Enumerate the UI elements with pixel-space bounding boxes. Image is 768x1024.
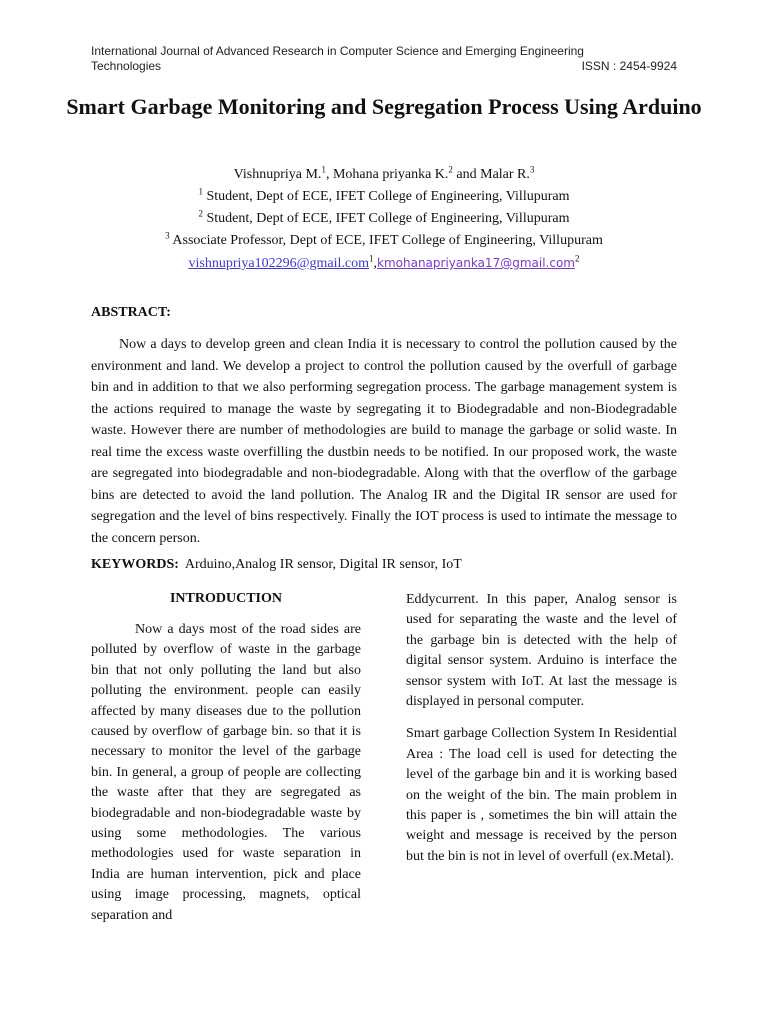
affiliation-1 — [60, 186, 708, 208]
affiliation-2-text: Student, Dept of ECE, IFET College of Engineering, Villupuram — [203, 211, 570, 226]
author-block — [60, 164, 708, 275]
author-separator-1: , — [325, 167, 333, 182]
right-paragraph-2: Smart garbage Collection System In Residential Area : The load cell is used for detecting the level of the garbage bin and it is working based on the weight of the bin. The main problem in this paper is , sometimes the bin will attain the weight and message is received by the person but the bin is not in level of overfull (ex.Metal). — [406, 726, 677, 864]
issn: ISSN : 2454-9924 — [581, 59, 677, 73]
author-1: Vishnupriya M. — [233, 167, 322, 182]
author-2: Mohana priyanka K. — [332, 167, 449, 182]
keywords-text: Arduino,Analog IR sensor, Digital IR sensor, IoT — [184, 557, 462, 572]
right-paragraph-1: Eddycurrent. In this paper, Analog sensor is used for separating the waste and the level of the garbage bin is detected with the help of digital sensor system. Arduino is interface the sensor system with IoT. At last the message is displayed in personal computer. — [406, 592, 677, 710]
author-3-sup: 3 — [529, 164, 535, 175]
affiliation-2 — [60, 208, 708, 230]
introduction-heading: INTRODUCTION — [169, 591, 282, 606]
abstract-body: Now a days to develop green and clean India it is necessary to control the pollution caused by the environment and land. We develop a project to control the pollution caused by the overfull of garbage bin and in addition to that we also performing segregation process. The garbage management system is the actions required to manage the waste by segregating it to Biodegradable and non-Biodegradable waste. However there are number of methodologies are build to manage the garbage or solid waste. In real time the excess waste overfilling the dustbin needs to be notified. In our proposed work, the waste are segregated into biodegradable and non-biodegradable. Along with that the overflow of the garbage bins are detected to avoid the land pollution. The Analog IR and the Digital IR sensor are used for segregation and the level of bins respectively. Finally the IOT process is used to intimate the message to the concern person. — [91, 337, 677, 546]
author-2-sup: 2 — [448, 164, 453, 175]
affiliation-1-sup: 1 — [198, 186, 203, 197]
right-column — [406, 590, 677, 867]
journal-name-line1: International Journal of Advanced Research in Computer Science and Emerging Engineering — [91, 44, 584, 58]
email-separator: , — [373, 256, 377, 271]
introduction-paragraph: Now a days most of the road sides are polluted by overflow of waste in the garbage bin that not only polluting the land but also polluting the environment. people can easily affected by many diseases due to the pollution caused by overflow of garbage bin. so that it is necessary to monitor the level of the garbage bin. In general, a group of people are collecting the waste after that they are segregated as biodegradable and non-biodegradable waste by using some methodologies. The various methodologies used for waste separation in India are human intervention, pick and place using image processing, magnets, optical separation and — [91, 622, 361, 923]
author-emails — [60, 252, 708, 275]
left-column — [91, 590, 361, 926]
keywords-label: KEYWORDS: — [91, 557, 179, 572]
keywords — [91, 555, 677, 575]
author-1-sup: 1 — [321, 164, 326, 175]
email-1-sup: 1 — [369, 253, 374, 264]
affiliation-3-text: Associate Professor, Dept of ECE, IFET College of Engineering, Villupuram — [169, 233, 603, 248]
email-link-2[interactable]: kmohanapriyanka17@gmail.com — [377, 256, 575, 270]
paper-title: Smart Garbage Monitoring and Segregation Process Using Arduino — [66, 94, 702, 119]
email-2-sup: 2 — [574, 253, 580, 264]
abstract-heading: ABSTRACT: — [91, 305, 171, 320]
affiliation-3 — [60, 230, 708, 252]
author-names — [60, 164, 708, 186]
journal-name-line2: Technologies — [91, 59, 162, 73]
affiliation-1-text: Student, Dept of ECE, IFET College of Engineering, Villupuram — [203, 189, 570, 204]
affiliation-2-sup: 2 — [198, 208, 203, 219]
author-3: Malar R. — [480, 167, 530, 182]
email-link-1[interactable]: vishnupriya102296@gmail.com — [188, 256, 369, 271]
affiliation-3-sup: 3 — [165, 230, 170, 241]
author-separator-2: and — [452, 167, 481, 182]
journal-header — [91, 44, 677, 74]
